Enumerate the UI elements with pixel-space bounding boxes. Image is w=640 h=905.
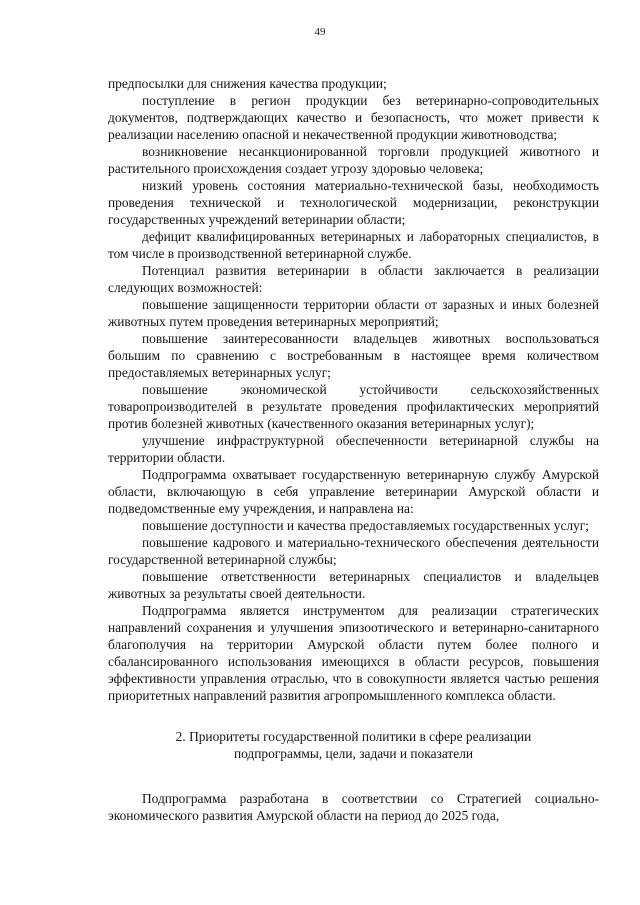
paragraph: низкий уровень состояния материально-технической базы, необходимость проведения технической и технологической модернизации, реконструкции государственных учреждений ветеринарии области; [108,178,599,227]
paragraph: повышение экономической устойчивости сельскохозяйственных товаропроизводителей в результате проведения профилактических мероприятий против болезней животных (качественного оказания ветеринарных услуг); [108,382,599,431]
paragraph: возникновение несанкционированной торговли продукцией животного и растительного происхождения создает угрозу здоровью человека; [108,144,599,176]
paragraph: повышение защищенности территории области от заразных и иных болезней животных путем проведения ветеринарных мероприятий; [108,297,599,329]
page-number: 49 [314,26,326,38]
paragraph: поступление в регион продукции без ветеринарно-сопроводительных документов, подтверждающих качество и безопасность, что может привести к реализации населению опасной и некачественной продукции животноводства; [108,93,599,142]
paragraph-list [108,75,599,704]
paragraph: Потенциал развития ветеринарии в области заключается в реализации следующих возможностей: [108,263,599,295]
section-heading-line: подпрограммы, цели, задачи и показатели [233,746,474,761]
section-heading [108,728,599,762]
paragraph: улучшение инфраструктурной обеспеченности ветеринарной службы на территории области. [108,433,599,465]
paragraph: повышение кадрового и материально-технического обеспечения деятельности государственной ветеринарной службы; [108,535,599,567]
paragraph: повышение ответственности ветеринарных специалистов и владельцев животных за результаты своей деятельности. [108,569,599,601]
paragraph: дефицит квалифицированных ветеринарных и лабораторных специалистов, в том числе в производственной ветеринарной службе. [108,229,599,261]
paragraph: предпосылки для снижения качества продукции; [108,76,387,91]
paragraph: Подпрограмма разработана в соответствии со Стратегией социально-экономического развития Амурской области на период до 2025 года, [108,791,599,823]
section-heading-line: 2. Приоритеты государственной политики в сфере реализации [175,729,532,744]
paragraph: повышение доступности и качества предоставляемых государственных услуг; [142,518,590,533]
paragraph: повышение заинтересованности владельцев животных воспользоваться большим по сравнению с востребованным в настоящее время количеством предоставляемых ветеринарных услуг; [108,331,599,380]
paragraph: Подпрограмма охватывает государственную ветеринарную службу Амурской области, включающую в себя управление ветеринарии Амурской области и подведомственные ему учреждения, и направлена на: [108,467,599,516]
paragraph: Подпрограмма является инструментом для реализации стратегических направлений сохранения и улучшения эпизоотического и ветеринарно-санитарного благополучия на территории Амурской области путем более полного и сбалансированного использования имеющихся в области ресурсов, повышения эффективности управления отраслью, что в совокупности является частью решения приоритетных направлений развития агропромышленного комплекса области. [108,603,599,703]
body-text [108,75,599,824]
